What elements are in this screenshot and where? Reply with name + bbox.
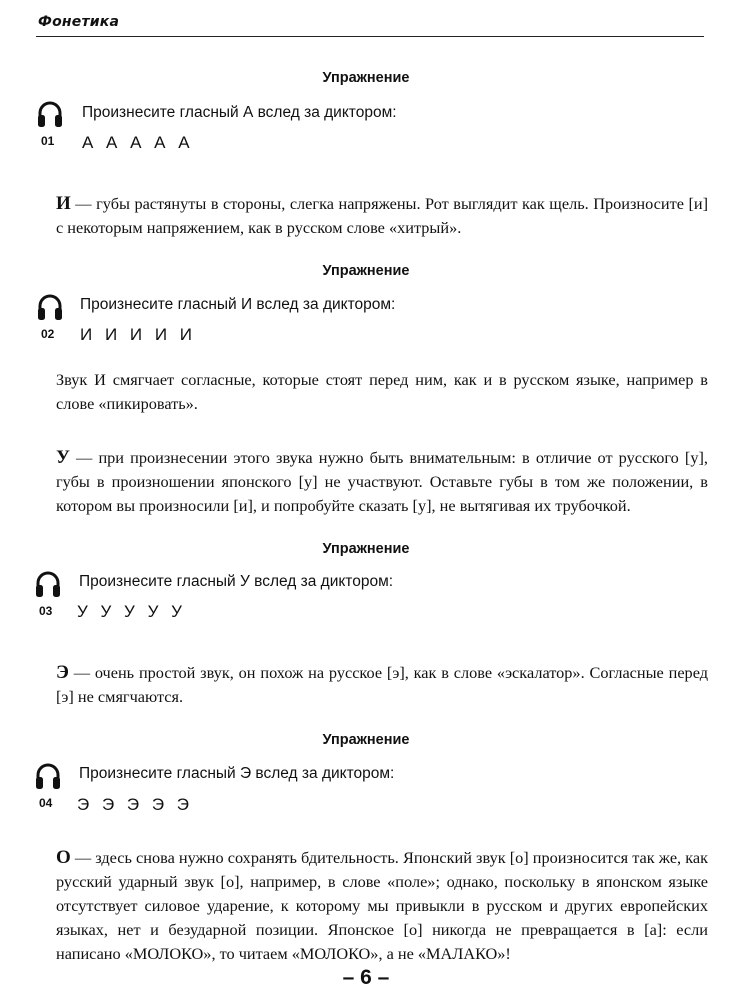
paragraph-text: — здесь снова нужно сохранять бдительность. Японский звук [о] произносится так же, как русский ударный звук [о], например, в слове «поле»; однако, поскольку в японском языке отсутствует силовое ударение, к которому мы привыкли в русском и других европейских языках, нет и безударной позиции. Японское [о] никогда не превращается в [а]: если написано «МОЛОКО», то читаем «МОЛОКО», а не «МАЛАКО»!	[56, 848, 708, 963]
paragraph-vowel-u	[56, 446, 708, 518]
exercise-letters: Э Э Э Э Э	[77, 795, 193, 814]
exercise-instruction: Произнесите гласный И вслед за диктором:	[80, 296, 396, 313]
paragraph-i-note	[56, 368, 708, 416]
track-number: 04	[39, 796, 53, 810]
paragraph-text: — при произнесении этого звука нужно быть внимательным: в отличие от русского [у], губы в произношении японского [у] не участвуют. Оставьте губы в том же положении, в котором вы произносили [и], и попробуйте сказать [у], не вытягивая их трубочкой.	[56, 448, 708, 515]
exercise-letters: У У У У У	[77, 602, 186, 621]
paragraph-vowel-e	[56, 661, 708, 709]
vowel-letter: О	[56, 847, 71, 868]
paragraph-text: Звук И смягчает согласные, которые стоят перед ним, как и в русском языке, например в слове «пикировать».	[56, 370, 708, 413]
headphones-icon[interactable]	[35, 762, 61, 792]
exercise-title: Упражнение	[322, 541, 410, 557]
vowel-letter: И	[56, 193, 71, 214]
exercise-letters: А А А А А	[82, 133, 194, 152]
vowel-letter: У	[56, 447, 70, 468]
exercise-instruction: Произнесите гласный Э вслед за диктором:	[79, 765, 395, 782]
track-number: 02	[41, 327, 55, 341]
exercise-letters: И И И И И	[80, 325, 196, 344]
exercise-title: Упражнение	[322, 263, 410, 279]
exercise-title: Упражнение	[322, 732, 410, 748]
exercise-instruction: Произнесите гласный А вслед за диктором:	[82, 104, 397, 121]
paragraph-text: — губы растянуты в стороны, слегка напряжены. Рот выглядит как щель. Произносите [и] с некоторым напряжением, как в русском слове «хитрый».	[56, 194, 708, 237]
paragraph-vowel-i	[56, 192, 708, 240]
headphones-icon[interactable]	[35, 570, 61, 600]
vowel-letter: Э	[56, 662, 69, 683]
paragraph-text: — очень простой звук, он похож на русское [э], как в слове «эскалатор». Согласные перед [э] не смягчаются.	[56, 663, 708, 706]
track-number: 01	[41, 134, 55, 148]
track-number: 03	[39, 604, 53, 618]
headphones-icon[interactable]	[37, 293, 63, 323]
page-number: – 6 –	[342, 966, 390, 989]
section-title: Фонетика	[38, 14, 120, 30]
exercise-title: Упражнение	[322, 70, 410, 86]
headphones-icon[interactable]	[37, 100, 63, 130]
paragraph-vowel-o	[56, 846, 708, 966]
page-header	[36, 10, 704, 37]
exercise-instruction: Произнесите гласный У вслед за диктором:	[79, 573, 394, 590]
